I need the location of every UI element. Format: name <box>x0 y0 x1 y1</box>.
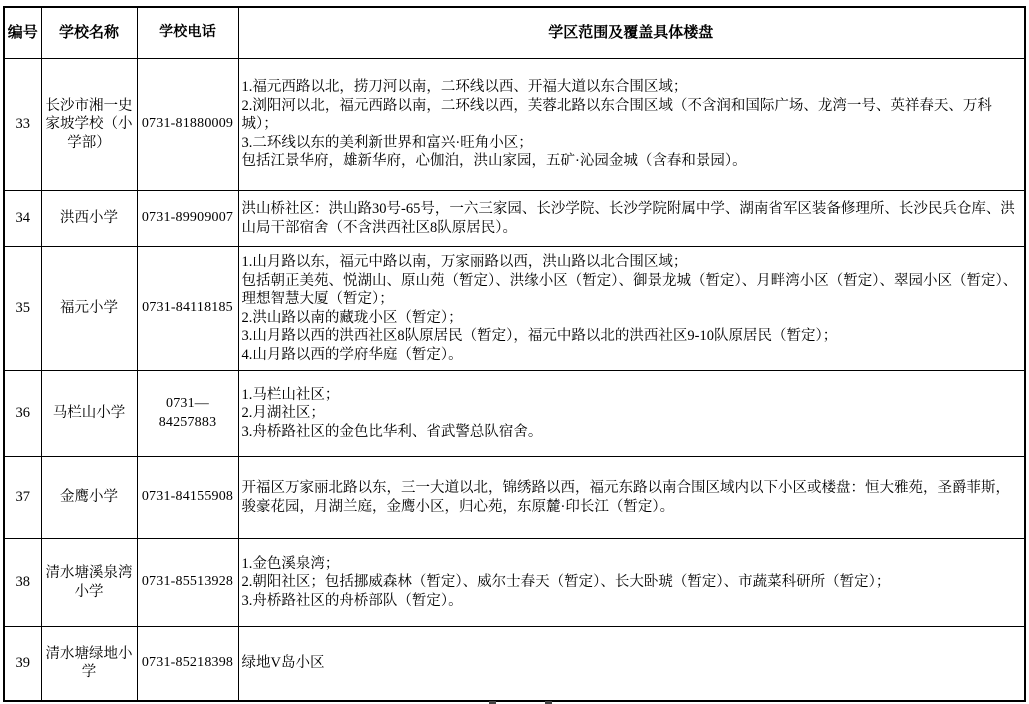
cell-district <box>238 59 1025 191</box>
cell-id: 36 <box>4 371 41 457</box>
table-row <box>4 627 1025 701</box>
cell-district <box>238 247 1025 371</box>
district-line: 1.山月路以东，福元中路以南，万家丽路以西，洪山路以北合围区域； <box>241 254 688 270</box>
district-line: 1.马栏山社区； <box>241 386 340 403</box>
table-row <box>4 457 1025 539</box>
cell-phone: 0731-85218398 <box>137 627 238 701</box>
district-line: 3.山月路以西的洪西社区8队原居民（暂定），福元中路以北的洪西社区9-10队原居民（暂定）； <box>241 328 838 344</box>
district-line: 2.洪山路以南的藏珑小区（暂定）； <box>241 309 463 326</box>
district-line: 3.舟桥路社区的金色比华利、省武警总队宿舍。 <box>241 423 543 440</box>
table-row <box>4 539 1025 627</box>
cell-school-name: 洪西小学 <box>41 191 137 247</box>
district-line: 3.舟桥路社区的舟桥部队（暂定）。 <box>241 592 463 609</box>
cell-id: 34 <box>4 191 41 247</box>
header-school-phone: 学校电话 <box>137 7 238 59</box>
cell-district <box>238 371 1025 457</box>
cell-school-name: 金鹰小学 <box>41 457 137 539</box>
school-district-table <box>3 6 1026 702</box>
table-row <box>4 371 1025 457</box>
header-district-range: 学区范围及覆盖具体楼盘 <box>238 7 1025 59</box>
district-line: 2.月湖社区； <box>241 405 325 422</box>
district-line: 1.福元西路以北，捞刀河以南，二环线以西、开福大道以东合围区域； <box>241 79 688 96</box>
cell-school-name: 清水塘绿地小学 <box>41 627 137 701</box>
cell-id: 35 <box>4 247 41 371</box>
district-line: 2.浏阳河以北，福元西路以南，二环线以西，芙蓉北路以东合围区域（不含润和国际广场、龙湾一号、英祥春天、万科城）； <box>241 97 992 133</box>
cell-school-name: 长沙市湘一史家坡学校（小学部） <box>41 59 137 191</box>
district-line: 2.朝阳社区；包括挪威森林（暂定）、威尔士春天（暂定）、长大卧琥（暂定）、市蔬菜科研所（暂定）； <box>241 574 891 591</box>
cell-district <box>238 627 1025 701</box>
header-id: 编号 <box>4 7 41 59</box>
cell-school-name: 马栏山小学 <box>41 371 137 457</box>
cell-phone: 0731-84118185 <box>137 247 238 371</box>
cell-district <box>238 539 1025 627</box>
header-school-name: 学校名称 <box>41 7 137 59</box>
table-row <box>4 191 1025 247</box>
cell-phone: 0731-89909007 <box>137 191 238 247</box>
cell-id: 38 <box>4 539 41 627</box>
district-line: 包括江景华府，雄新华府，心伽泊，洪山家园，五矿·沁园金城（含春和景园）。 <box>241 153 747 170</box>
cell-district <box>238 191 1025 247</box>
district-line: 1.金色溪泉湾； <box>241 555 340 572</box>
cell-school-name: 福元小学 <box>41 247 137 371</box>
cell-id: 37 <box>4 457 41 539</box>
district-line: 4.山月路以西的学府华庭（暂定）。 <box>241 346 463 363</box>
district-line: 包括朝正美苑、悦湖山、原山苑（暂定）、洪缘小区（暂定）、御景龙城（暂定）、月畔湾小区（暂定）、翠园小区（暂定）、理想智慧大厦（暂定）； <box>241 272 1018 307</box>
district-line: 绿地V岛小区 <box>241 655 325 671</box>
cell-district <box>238 457 1025 539</box>
cell-id: 33 <box>4 59 41 191</box>
district-line: 洪山桥社区：洪山路30号-65号，一六三家园、长沙学院、长沙学院附属中学、湖南省军区装备修理所、长沙民兵仓库、洪山局干部宿舍（不含洪西社区8队原居民）。 <box>241 201 1015 236</box>
cell-phone: 0731-85513928 <box>137 539 238 627</box>
table-row <box>4 247 1025 371</box>
header-row <box>4 7 1025 59</box>
district-line: 开福区万家丽北路以东，三一大道以北，锦绣路以西，福元东路以南合围区域内以下小区或楼盘：恒大雅苑，圣爵菲斯，骏豪花园，月湖兰庭，金鹰小区，归心苑，东原麓·印长江（暂定）。 <box>241 480 1010 515</box>
cell-school-name: 清水塘溪泉湾小学 <box>41 539 137 627</box>
cell-phone: 0731—84257883 <box>137 371 238 457</box>
cell-id: 39 <box>4 627 41 701</box>
table-row <box>4 59 1025 191</box>
cell-phone: 0731-81880009 <box>137 59 238 191</box>
school-district-table-wrap <box>3 6 1026 702</box>
cell-phone: 0731-84155908 <box>137 457 238 539</box>
district-line: 3.二环线以东的美利新世界和富兴·旺角小区； <box>241 134 533 151</box>
